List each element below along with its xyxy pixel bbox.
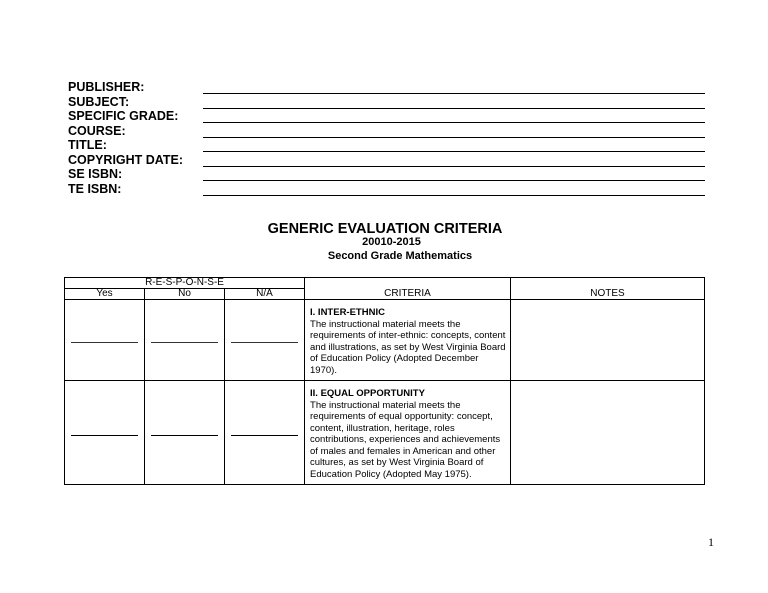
yes-response-cell[interactable] xyxy=(65,300,145,381)
document-title: GENERIC EVALUATION CRITERIA xyxy=(267,221,503,237)
criteria-heading: II. EQUAL OPPORTUNITY xyxy=(310,388,425,399)
na-response-cell[interactable] xyxy=(225,381,305,485)
specific-grade-field xyxy=(68,109,708,124)
no-blank-line xyxy=(151,342,218,343)
publisher-field xyxy=(68,80,708,95)
yes-blank-line xyxy=(71,435,138,436)
no-blank-line xyxy=(151,435,218,436)
title-field xyxy=(68,138,708,153)
table-header-row xyxy=(65,278,705,300)
subject-field xyxy=(68,95,708,110)
na-blank-line xyxy=(231,435,298,436)
criteria-cell xyxy=(305,300,511,381)
se-isbn-field xyxy=(68,167,708,182)
header-fields xyxy=(68,80,708,196)
no-column-header: No xyxy=(145,289,225,299)
table-row xyxy=(65,381,705,485)
te-isbn-label: TE ISBN: xyxy=(68,181,122,196)
na-blank-line xyxy=(231,342,298,343)
yes-response-cell[interactable] xyxy=(65,381,145,485)
criteria-cell xyxy=(305,381,511,485)
specific-grade-label: SPECIFIC GRADE: xyxy=(68,109,179,123)
na-column-header: N/A xyxy=(256,288,273,299)
page-number: 1 xyxy=(708,535,714,549)
document-years: 20010-2015 xyxy=(362,236,421,248)
criteria-column-header: CRITERIA xyxy=(305,278,511,300)
yes-column-header: Yes xyxy=(65,289,145,299)
notes-column-header: NOTES xyxy=(511,278,705,300)
response-header: R-E-S-P-O-N-S-E xyxy=(65,278,304,289)
no-response-cell[interactable] xyxy=(145,300,225,381)
copyright-date-label: COPYRIGHT DATE: xyxy=(68,152,184,167)
te-isbn-field xyxy=(68,182,708,197)
course-field xyxy=(68,124,708,139)
document-subtitle: Second Grade Mathematics xyxy=(327,250,473,262)
na-response-cell[interactable] xyxy=(225,300,305,381)
notes-cell[interactable] xyxy=(511,300,705,381)
notes-cell[interactable] xyxy=(511,381,705,485)
course-label: COURSE: xyxy=(68,123,126,138)
yes-blank-line xyxy=(71,342,138,343)
response-header-cell xyxy=(65,278,305,300)
criteria-table xyxy=(64,277,705,485)
no-response-cell[interactable] xyxy=(145,381,225,485)
te-isbn-blank-line xyxy=(203,195,705,196)
criteria-text: The instructional material meets the requirements of equal opportunity: concept, content, illustration, heritage, roles contributions, experiences and achievements of males and females in American and other cultures, as set by West Virginia Board of Education Policy (Adopted May 1975). xyxy=(310,399,501,480)
se-isbn-label: SE ISBN: xyxy=(68,167,123,181)
table-row xyxy=(65,300,705,381)
subject-label: SUBJECT: xyxy=(68,94,130,109)
criteria-text: The instructional material meets the requirements of inter-ethnic: concepts, content and illustrations, as set by West Virginia Board of Education Policy (Adopted December 1970). xyxy=(310,318,506,376)
title-label: TITLE: xyxy=(68,138,107,152)
criteria-heading: I. INTER-ETHNIC xyxy=(310,307,385,318)
publisher-label: PUBLISHER: xyxy=(68,80,145,94)
copyright-date-field xyxy=(68,153,708,168)
